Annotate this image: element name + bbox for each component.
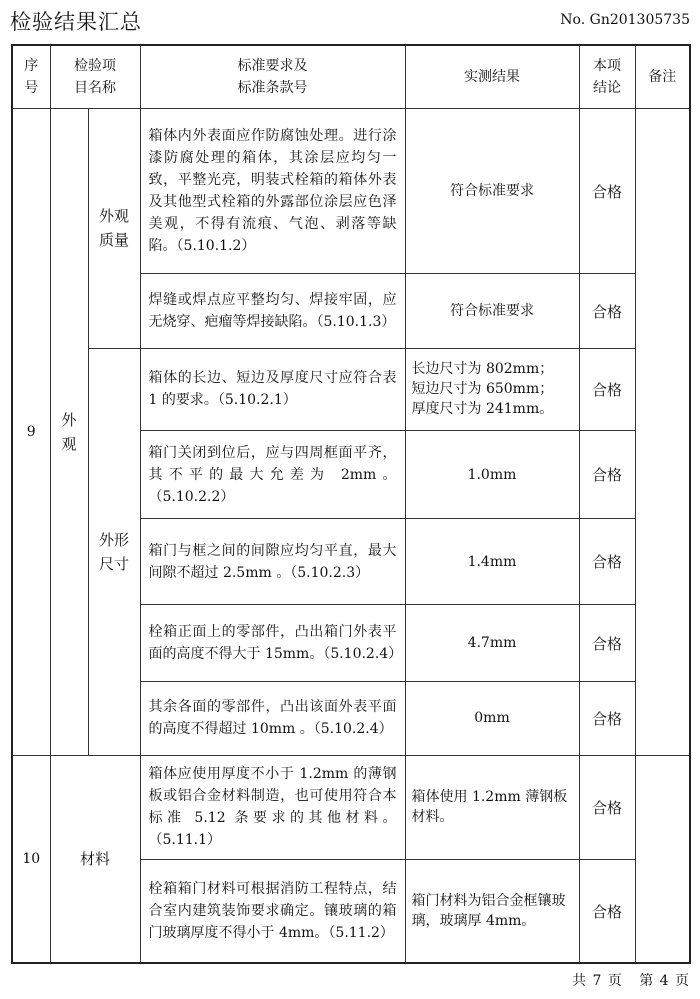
col-item [50, 45, 140, 109]
col-standard [140, 45, 405, 109]
col-conclusion [579, 45, 635, 109]
requirement-cell: 箱体内外表面应作防腐蚀处理。进行涂漆防腐处理的箱体，其涂层应均匀一致，平整光亮，明装式栓箱的箱体外表及其他型式栓箱的外露部位涂层应色泽美观，不得有流痕、气泡、剥落等缺陷。（5.10.1.2） [140, 109, 405, 274]
conclusion-cell: 合格 [579, 348, 635, 430]
col-item-line2: 目名称 [74, 80, 116, 96]
result-cell: 4.7mm [405, 605, 579, 681]
conclusion-cell: 合格 [579, 605, 635, 681]
result-cell [405, 348, 579, 430]
result-line: 长边尺寸为 802mm； [411, 361, 554, 378]
col-seq-line2: 号 [24, 80, 39, 96]
requirement-cell: 栓箱正面上的零部件，凸出箱门外表平面的高度不得大于 15mm。（5.10.2.4） [140, 605, 405, 681]
results-table [11, 44, 691, 964]
result-line: 厚度尺寸为 241mm。 [411, 401, 554, 418]
requirement-cell: 箱体应使用厚度不小于 1.2mm 的薄钢板或铝合金材料制造，也可使用符合本标准 5.12 条要求的其他材料。（5.11.1） [140, 755, 405, 859]
subitem-line1: 外形 [98, 530, 129, 549]
report-number: No. Gn201305735 [560, 12, 690, 28]
result-cell: 符合标准要求 [405, 274, 579, 348]
category-cell [50, 109, 88, 756]
result-cell: 1.4mm [405, 519, 579, 605]
subitem-line2: 尺寸 [98, 554, 129, 573]
result-cell: 箱体使用 1.2mm 薄钢板材料。 [405, 755, 579, 859]
result-cell: 箱门材料为铝合金框镶玻璃，玻璃厚 4mm。 [405, 860, 579, 963]
category-line1: 外 [61, 410, 77, 429]
current-page: 第 4 页 [639, 973, 690, 989]
item-name-cell: 材料 [50, 755, 140, 963]
remark-cell [635, 109, 690, 756]
requirement-cell: 其余各面的零部件，凸出该面外表平面的高度不得超过 10mm 。（5.10.2.4） [140, 681, 405, 755]
conclusion-cell: 合格 [579, 430, 635, 518]
col-seq-line1: 序 [24, 58, 39, 74]
requirement-cell: 焊缝或焊点应平整均匀、焊接牢固，应无烧穿、疤瘤等焊接缺陷。（5.10.1.3） [140, 274, 405, 348]
subitem-cell [88, 348, 140, 755]
remark-cell [635, 755, 690, 963]
conclusion-cell: 合格 [579, 755, 635, 859]
subitem-line2: 质量 [98, 231, 129, 250]
subitem-cell [88, 109, 140, 349]
requirement-cell: 箱门关闭到位后，应与四周框面平齐，其不平的最大允差为 2mm。（5.10.2.2） [140, 430, 405, 518]
col-seq [12, 45, 50, 109]
col-remark: 备注 [635, 45, 690, 109]
requirement-cell: 栓箱箱门材料可根据消防工程特点，结合室内建筑装饰要求确定。镶玻璃的箱门玻璃厚度不得小于 4mm。（5.11.2） [140, 860, 405, 963]
seq-cell: 10 [12, 755, 50, 963]
table-row [12, 755, 690, 859]
subitem-line1: 外观 [98, 207, 129, 226]
total-pages: 共 7 页 [572, 973, 623, 989]
conclusion-cell: 合格 [579, 519, 635, 605]
col-conclusion-line1: 本项 [593, 58, 621, 74]
table-row [12, 109, 690, 274]
conclusion-cell: 合格 [579, 681, 635, 755]
result-cell: 1.0mm [405, 430, 579, 518]
col-item-line1: 检验项 [74, 58, 116, 74]
result-cell: 0mm [405, 681, 579, 755]
page-title: 检验结果汇总 [10, 10, 142, 34]
result-line: 短边尺寸为 650mm； [411, 381, 554, 398]
header-row [12, 45, 690, 109]
requirement-cell: 箱体的长边、短边及厚度尺寸应符合表 1 的要求。（5.10.2.1） [140, 348, 405, 430]
conclusion-cell: 合格 [579, 860, 635, 963]
category-line2: 观 [61, 434, 77, 453]
col-conclusion-line2: 结论 [593, 80, 621, 96]
conclusion-cell: 合格 [579, 109, 635, 274]
col-result: 实测结果 [405, 45, 579, 109]
conclusion-cell: 合格 [579, 274, 635, 348]
col-standard-line1: 标准要求及 [237, 58, 308, 74]
col-standard-line2: 标准条款号 [237, 80, 308, 96]
seq-cell: 9 [12, 109, 50, 756]
table-row [12, 348, 690, 430]
page-footer [572, 970, 690, 990]
result-cell: 符合标准要求 [405, 109, 579, 274]
requirement-cell: 箱门与框之间的间隙应均匀平直，最大间隙不超过 2.5mm 。（5.10.2.3） [140, 519, 405, 605]
